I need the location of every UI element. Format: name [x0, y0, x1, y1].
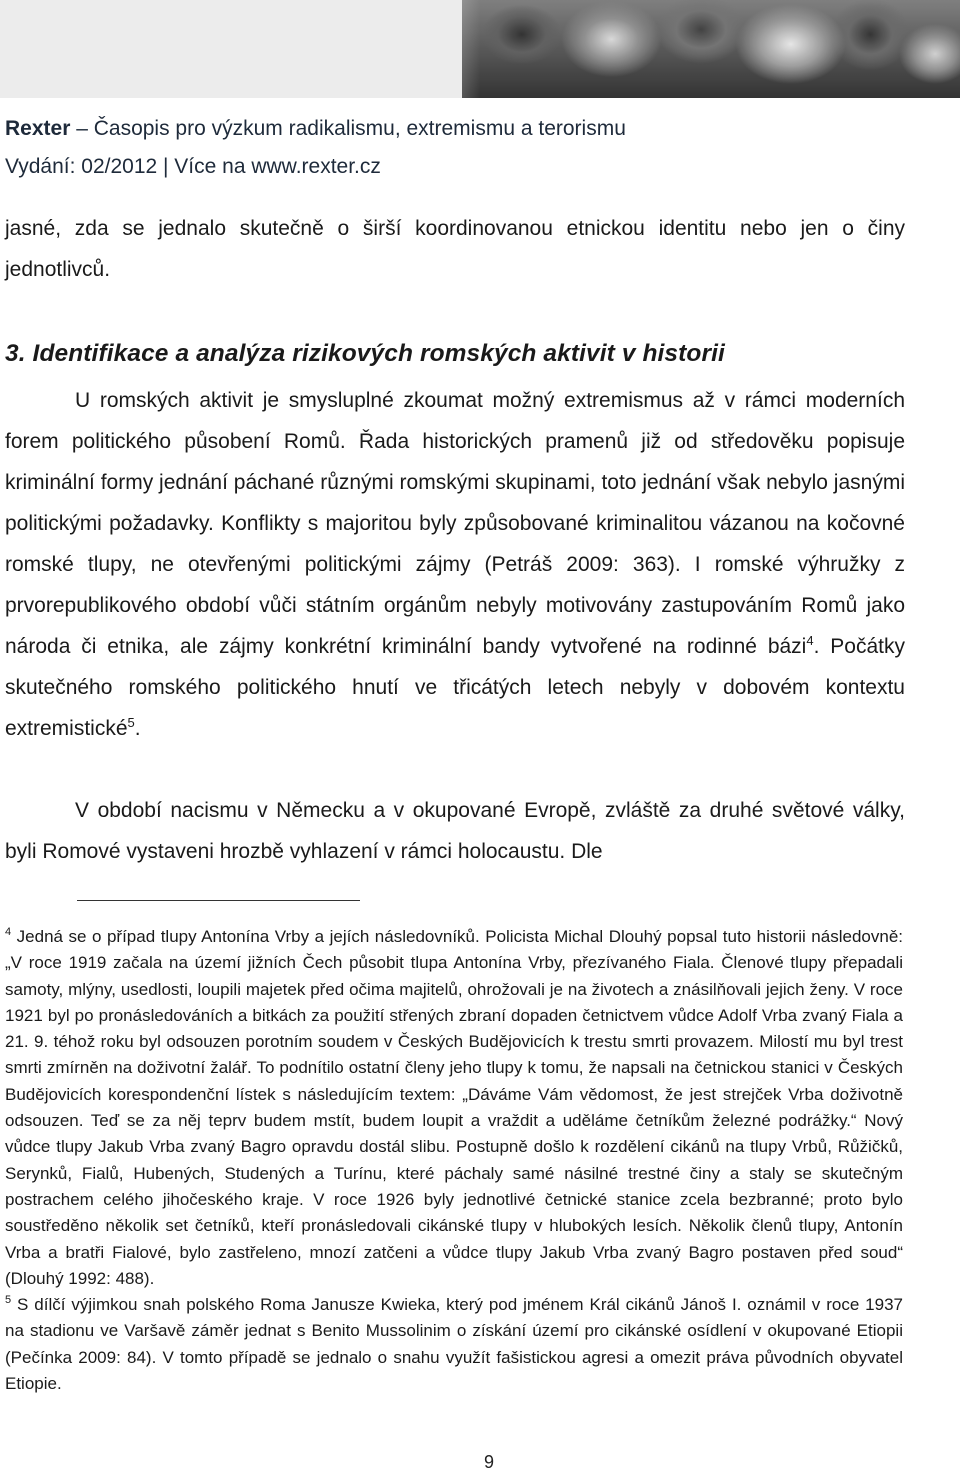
- footnote-ref-4[interactable]: 4: [806, 633, 814, 648]
- section-heading: 3. Identifikace a analýza rizikových romských aktivit v historii: [5, 340, 725, 367]
- page-number: 9: [483, 1452, 494, 1472]
- paragraph-1-text: U romských aktivit je smysluplné zkoumat možný extremismus až v rámci moderních forem politického působení Romů. Řada historických pramenů již od středověku popisuje kriminální formy jednání páchané různými romskými skupinami, toto jednání však nebylo jasnými politickými požadavky. Konflikty s majoritou byly způsobované kriminalitou vázanou na kočovné romské tlupy, ne otevřenými politickými zájmy (Petráš 2009: 363). I romské výhružky z prvorepublikového období vůči státním orgánům nebyly motivovány zastupováním Romů jako národa či etnika, ale zájmy konkrétní kriminální bandy vytvořené na rodinné bázi: [5, 389, 905, 658]
- journal-name: Rexter: [5, 117, 71, 140]
- header-crowd-photo: [462, 0, 960, 98]
- footnote-text: Jedná se o případ tlupy Antonína Vrby a jejích následovníků. Policista Michal Dlouhý popsal tuto historii následovně: „V roce 1919 začala na území jižních Čech působit tlupa Antonína Vrby, přezívaného Fiala. Členové tlupy přepadali samoty, mlýny, usedlosti, loupili majetek před očima majitelů, ohrožovali je na životech a znásilňovali jejich ženy. V roce 1921 byl po pronásledováních a bitkách za použití střených zbraní dopaden četnictvem vůdce Adolf Vrba zvaný Fiala a 21. 9. téhož roku byl odsouzen porotním soudem v Českých Budějovicích k trestu smrti provazem. Milostí mu byl trest smrti zmírněn na doživotní žalář. To podnítilo ostatní členy jeho tlupy k tomu, že napsali na četnickou stanici v Českých Budějovicích korespondenční lístek s následujícím textem: „Dáváme Vám vědomost, že jest strejček Vrba doživotně odsouzen. Teď se za něj teprv budem mstít, budem loupit a vraždit a uděláme četníkům železné podrážky.“ Nový vůdce tlupy Jakub Vrba zvaný Bagro opravdu dostál slibu. Postupně došlo k rozdělení cikánů na tlupy Vrbů, Růžičků, Serynků, Fialů, Hubených, Studených a Turínu, které páchaly samé násilné trestné činy a staly se skutečným postrachem celého jihočeského kraje. V roce 1926 byly jednotlivé četnické stanice zcela bezbranné; proto bylo soustředěno několik set četníků, kteří pronásledovali cikánské tlupy v hlubokých lesích. Několik členů tlupy, Antonín Vrba a bratři Fialové, bylo zastřeleno, mnozí zatčeni a vůdce tlupy Jakub Vrba zvaný Bagro postaven před soud“ (Dlouhý 1992: 488).: [5, 927, 903, 1288]
- footnotes: [5, 924, 903, 1397]
- footnote-ref-5[interactable]: 5: [127, 715, 135, 730]
- footnote-number: 4: [5, 926, 12, 938]
- paragraph-1: [5, 380, 905, 749]
- footnote-separator: [77, 900, 360, 901]
- footnote-5: [5, 1292, 903, 1397]
- continuation-paragraph: jasné, zda se jednalo skutečně o širší koordinovanou etnickou identitu nebo jen o činy jednotlivců.: [5, 217, 905, 281]
- paragraph-2: V období nacismu v Německu a v okupované Evropě, zvláště za druhé světové války, byli Romové vystaveni hrozbě vyhlazení v rámci holocaustu. Dle: [5, 799, 905, 863]
- footnote-4: [5, 924, 903, 1292]
- footnote-text: S dílčí výjimkou snah polského Roma Janusze Kwieka, který pod jménem Král cikánů Jánoš I. oznámil v roce 1937 na stadionu ve Varšavě záměr jednat s Benito Mussolinim o získání území pro cikánské osídlení v okupované Etiopii (Pečínka 2009: 84). V tomto případě se jednalo o snahu využít fašistickou agresi a omezit práva původních obyvatel Etiopie.: [5, 1295, 903, 1394]
- issue-line: Vydání: 02/2012 | Více na www.rexter.cz: [5, 155, 381, 178]
- paragraph-1-end: .: [134, 717, 141, 740]
- paragraph-1-mid: . Počátky skutečného romského politického hnutí ve třicátých letech nebyly v dobovém kontextu extremistické: [5, 635, 906, 740]
- footnote-number: 5: [5, 1294, 12, 1307]
- journal-subtitle: – Časopis pro výzkum radikalismu, extremismu a terorismu: [70, 117, 626, 140]
- masthead: [5, 110, 945, 186]
- header-photo-fade: [380, 0, 480, 98]
- journal-title: [5, 110, 945, 148]
